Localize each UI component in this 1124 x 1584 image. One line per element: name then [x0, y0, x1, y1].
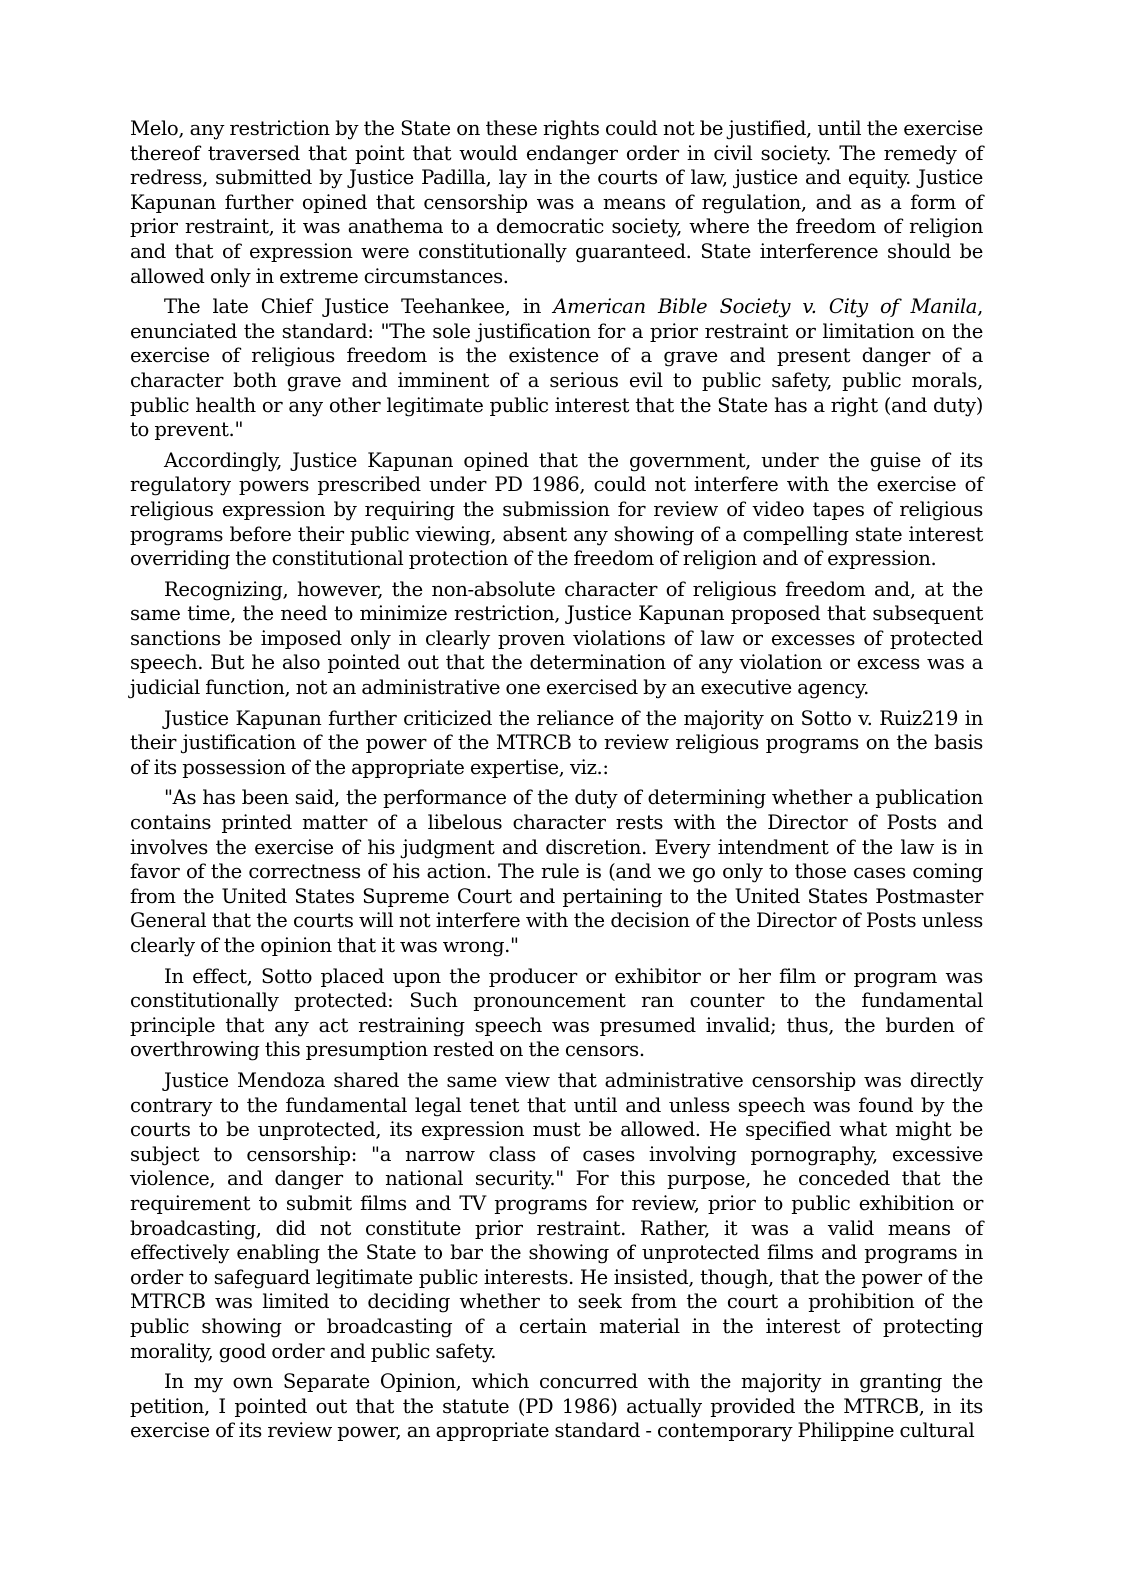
paragraph: Accordingly, Justice Kapunan opined that the government, under the guise of its regulatory powers prescribed under PD 1986, could not interfere with the exercise of religious expression by requiring the submission for review of video tapes of religious programs before their public viewing, absent any showing of a compelling state interest overriding the constitutional protection of the freedom of religion and of expression. [130, 448, 983, 571]
paragraph: Justice Kapunan further criticized the reliance of the majority on Sotto v. Ruiz219 in their justification of the power of the MTRCB to review religious programs on the basis of its possession of the appropriate expertise, viz.: [130, 706, 983, 779]
paragraph-text-start: The late Chief Justice Teehankee, in [164, 295, 554, 319]
paragraph [130, 295, 983, 443]
paragraph: Recognizing, however, the non-absolute character of religious freedom and, at the same time, the need to minimize restriction, Justice Kapunan proposed that subsequent sanctions be imposed only in clearly proven violations of law or excesses of protected speech. But he also pointed out that the determination of any violation or excess was a judicial function, not an administrative one exercised by an executive agency. [130, 577, 983, 700]
paragraph: Melo, any restriction by the State on these rights could not be justified, until the exercise thereof traversed that point that would endanger order in civil society. The remedy of redress, submitted by Justice Padilla, lay in the courts of law, justice and equity. Justice Kapunan further opined that censorship was a means of regulation, and as a form of prior restraint, it was anathema to a democratic society, where the freedom of religion and that of expression were constitutionally guaranteed. State interference should be allowed only in extreme circumstances. [130, 117, 983, 288]
paragraph: In my own Separate Opinion, which concurred with the majority in granting the petition, I pointed out that the statute (PD 1986) actually provided the MTRCB, in its exercise of its review power, an appropriate standard - contemporary Philippine cultural [130, 1370, 983, 1443]
paragraph: Justice Mendoza shared the same view that administrative censorship was directly contrary to the fundamental legal tenet that until and unless speech was found by the courts to be unprotected, its expression must be allowed. He specified what might be subject to censorship: "a narrow class of cases involving pornography, excessive violence, and danger to national security." For this purpose, he conceded that the requirement to submit films and TV programs for review, prior to public exhibition or broadcasting, did not constitute prior restraint. Rather, it was a valid means of effectively enabling the State to bar the showing of unprotected films and programs in order to safeguard legitimate public interests. He insisted, though, that the power of the MTRCB was limited to deciding whether to seek from the court a prohibition of the public showing or broadcasting of a certain material in the interest of protecting morality, good order and public safety. [130, 1068, 983, 1363]
document-page [130, 117, 983, 1450]
quoted-paragraph: "As has been said, the performance of the duty of determining whether a publication contains printed matter of a libelous character rests with the Director of Posts and involves the exercise of his judgment and discretion. Every intendment of the law is in favor of the correctness of his action. The rule is (and we go only to those cases coming from the United States Supreme Court and pertaining to the United States Postmaster General that the courts will not interfere with the decision of the Director of Posts unless clearly of the opinion that it was wrong." [130, 786, 983, 957]
paragraph-text-end: , enunciated the standard: "The sole justification for a prior restraint or limitation on the exercise of religious freedom is the existence of a grave and present danger of a character both grave and imminent of a serious evil to public safety, public morals, public health or any other legitimate public interest that the State has a right (and duty) to prevent." [130, 295, 983, 442]
paragraph: In effect, Sotto placed upon the producer or exhibitor or her film or program was constitutionally protected: Such pronouncement ran counter to the fundamental principle that any act restraining speech was presumed invalid; thus, the burden of overthrowing this presumption rested on the censors. [130, 964, 983, 1062]
case-citation: American Bible Society v. City of Manila [553, 295, 978, 319]
